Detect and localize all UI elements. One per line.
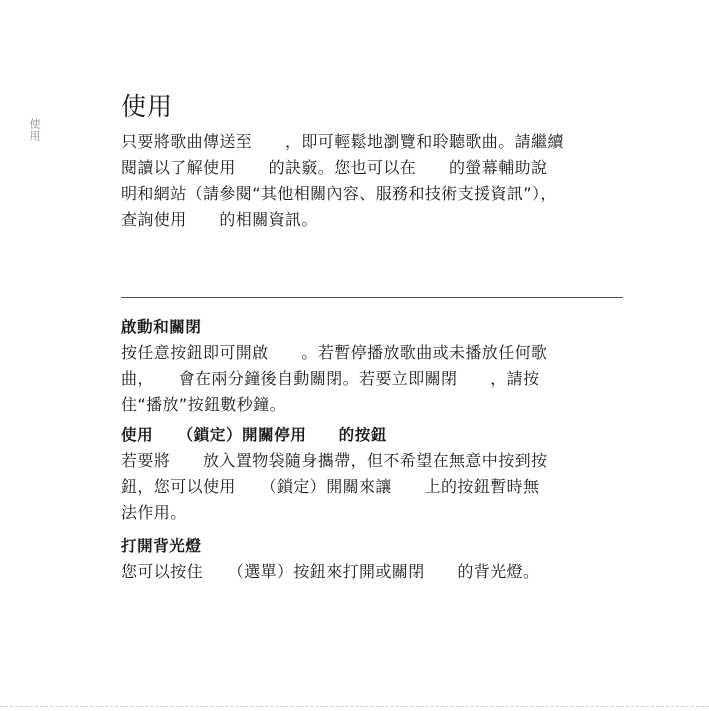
intro-line: 閱讀以了解使用 的訣竅。您也可以在 的螢幕輔助說 [121, 158, 548, 177]
hold-switch-line: 鈕，您可以使用 （鎖定）開關來讓 上的按鈕暫時無 [121, 477, 540, 496]
power-line: 住“播放”按鈕數秒鐘。 [121, 395, 286, 414]
section-divider [121, 297, 623, 298]
power-paragraph [121, 340, 641, 418]
power-line: 按任意按鈕即可開啟 。若暫停播放歌曲或未播放任何歌 [121, 343, 548, 362]
hold-switch-line: 法作用。 [121, 503, 187, 522]
backlight-paragraph [121, 559, 641, 585]
power-line: 曲， 會在兩分鐘後自動關閉。若要立即關閉 ，請按 [121, 369, 540, 388]
side-section-tab: 使用 [28, 118, 41, 142]
page-edge-marks [0, 706, 709, 711]
backlight-line: 您可以按住 （選單）按鈕來打開或關閉 的背光燈。 [121, 562, 540, 581]
intro-line: 只要將歌曲傳送至 ，即可輕鬆地瀏覽和聆聽歌曲。請繼續 [121, 132, 564, 151]
hold-switch-heading: 使用 （鎖定）開關停用 的按鈕 [121, 426, 387, 444]
intro-line: 查詢使用 的相關資訊。 [121, 210, 318, 229]
backlight-heading: 打開背光燈 [121, 537, 202, 555]
intro-line: 明和網站（請參閱“其他相關內容、服務和技術支援資訊”）， [121, 184, 557, 203]
intro-paragraph [121, 129, 641, 233]
page-title: 使用 [121, 92, 174, 121]
hold-switch-paragraph [121, 448, 641, 526]
hold-switch-line: 若要將 放入置物袋隨身攜帶，但不希望在無意中按到按 [121, 451, 548, 470]
power-heading: 啟動和關閉 [121, 318, 202, 336]
